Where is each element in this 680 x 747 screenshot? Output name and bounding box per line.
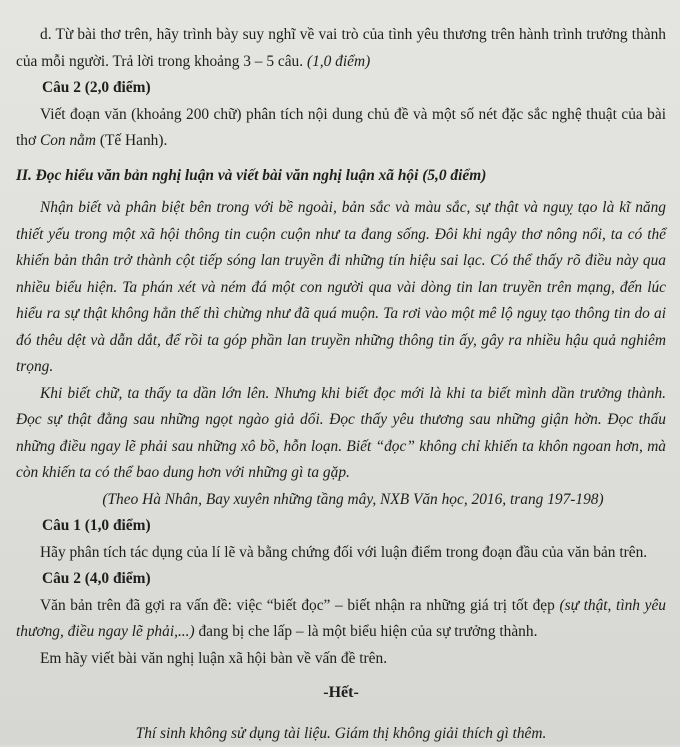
cau2-part1-title: Câu 2 (2,0 điểm) — [16, 75, 666, 102]
cau2-part1-text-b: (Tế Hanh). — [96, 132, 167, 149]
section2-title: II. Đọc hiểu văn bản nghị luận và viết bài văn nghị luận xã hội (5,0 điểm) — [16, 163, 666, 190]
cau2-part2-text-b: đang bị che lấp – là một biểu hiện của sự trưởng thành. — [195, 623, 538, 640]
end-marker: -Hết- — [16, 680, 666, 707]
cau2-part2-text — [16, 593, 666, 646]
question-d-points: (1,0 điểm) — [307, 53, 370, 70]
cau1-text: Hãy phân tích tác dụng của lí lẽ và bằng chứng đối với luận điểm trong đoạn đầu của văn bản trên. — [16, 540, 666, 567]
cau2-part1-text-a: Viết đoạn văn (khoảng 200 chữ) phân tích nội dung chủ đề và một số nét đặc sắc nghệ thuật của bài thơ — [16, 106, 666, 150]
question-d — [16, 22, 666, 75]
cau2-part2-title: Câu 2 (4,0 điểm) — [16, 566, 666, 593]
cau2-part1-text — [16, 102, 666, 155]
passage-paragraph-1: Nhận biết và phân biệt bên trong với bề ngoài, bản sắc và màu sắc, sự thật và nguỵ tạo là kĩ năng thiết yếu trong một xã hội thông tin cuộn cuộn như ta đang sống. Đôi khi ngây thơ nông nổi, ta có thể khiến bản thân trở thành cột tiếp sóng lan truyền đi những tín hiệu sai lạc. Có thể thấy rõ điều này qua nhiều biểu hiện. Ta phán xét và ném đá một con người qua vài dòng tin lan truyền trên mạng, đến lúc hiểu ra sự thật không hẳn thế thì chừng như đã quá muộn. Ta rơi vào một mê lộ nguỵ tạo thông tin do ai đó thêu dệt và dẫn dắt, để rồi ta góp phần lan truyền những thông tin ấy, gây ra nhiều hậu quả nghiêm trọng. — [16, 195, 666, 381]
cau2-part2-examples: (sự thật, tình yêu thương, điều ngay lẽ phải,...) — [16, 597, 666, 641]
passage-paragraph-2: Khi biết chữ, ta thấy ta dần lớn lên. Nhưng khi biết đọc mới là khi ta biết mình dần trưởng thành. Đọc sự thật đằng sau những ngọt ngào giả dối. Đọc thấy yêu thương sau những giận hờn. Đọc thấu những điều ngay lẽ phải sau những xô bồ, hỗn loạn. Biết “đọc” không chỉ khiến ta khôn ngoan hơn, mà còn khiến ta có thể bao dung hơn với những gì ta gặp. — [16, 381, 666, 487]
poem-title: Con nằm — [40, 132, 96, 149]
question-d-text: d. Từ bài thơ trên, hãy trình bày suy nghĩ về vai trò của tình yêu thương trên hành trình trưởng thành của mỗi người. Trả lời trong khoảng 3 – 5 câu. — [16, 26, 666, 70]
footer-note: Thí sinh không sử dụng tài liệu. Giám thị không giải thích gì thêm. — [16, 721, 666, 747]
passage-source: (Theo Hà Nhân, Bay xuyên những tầng mây, NXB Văn học, 2016, trang 197-198) — [16, 487, 666, 514]
cau2-part2-task: Em hãy viết bài văn nghị luận xã hội bàn về vấn đề trên. — [16, 646, 666, 673]
cau2-part2-text-a: Văn bản trên đã gợi ra vấn đề: việc “biết đọc” – biết nhận ra những giá trị tốt đẹp — [40, 597, 559, 614]
cau1-title: Câu 1 (1,0 điểm) — [16, 513, 666, 540]
